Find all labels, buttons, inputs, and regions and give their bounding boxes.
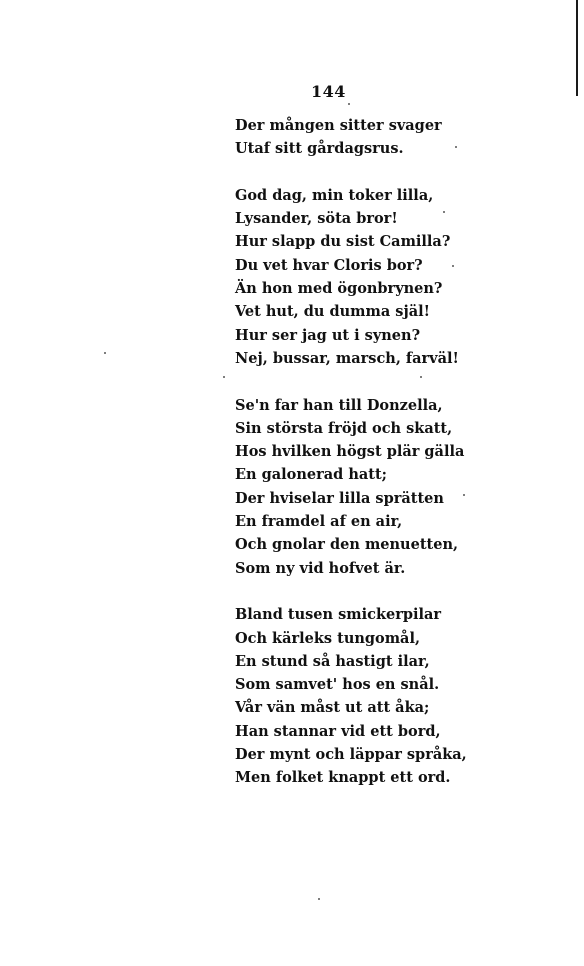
poem-line: Hos hvilken högst plär gälla: [235, 443, 465, 461]
poem-line: Vet hut, du dumma själ!: [235, 303, 430, 321]
poem-line: En stund så hastigt ilar,: [235, 652, 430, 670]
stanza: [235, 184, 535, 370]
scan-speck: [348, 103, 350, 105]
poem-line: Bland tusen smickerpilar: [235, 606, 442, 624]
poem-line: Hur slapp du sist Camilla?: [235, 233, 451, 251]
poem-line: Och gnolar den menuetten,: [235, 536, 459, 554]
stanza: [235, 114, 535, 161]
page-number: 144: [311, 82, 346, 101]
poem-line: Utaf sitt gårdagsrus.: [235, 140, 404, 158]
poem-line: Som ny vid hofvet är.: [235, 559, 406, 577]
poem-line: Der mången sitter svager: [235, 117, 442, 134]
poem-line: Sin största fröjd och skatt,: [235, 419, 453, 437]
poem-line: God dag, min toker lilla,: [235, 186, 434, 204]
poem-line: En framdel af en air,: [235, 513, 403, 531]
page-edge-shadow: [576, 0, 578, 96]
scan-speck: [223, 376, 225, 378]
scan-speck: [420, 376, 422, 378]
poem-line: Nej, bussar, marsch, farväl!: [235, 349, 459, 367]
poem-line: Och kärleks tungomål,: [235, 629, 421, 647]
poem-line: En galonerad hatt;: [235, 466, 388, 484]
poem-line: Lysander, söta bror!: [235, 210, 398, 228]
poem-line: Han stannar vid ett bord,: [235, 722, 441, 740]
stanza: [235, 603, 535, 789]
poem-line: Der hviselar lilla sprätten: [235, 489, 444, 507]
poem-line: Men folket knappt ett ord.: [235, 769, 451, 787]
stanza-break: [235, 580, 535, 603]
poem-line: Som samvet' hos en snål.: [235, 676, 440, 694]
stanza-break: [235, 370, 535, 393]
poem-line: Hur ser jag ut i synen?: [235, 326, 421, 344]
poem-text: [235, 114, 535, 790]
poem-line: Se'n far han till Donzella,: [235, 396, 443, 414]
poem-line: Du vet hvar Cloris bor?: [235, 256, 423, 274]
stanza-break: [235, 161, 535, 184]
scan-speck: [463, 494, 465, 496]
stanza: [235, 394, 535, 580]
scan-speck: [318, 898, 320, 900]
poem-line: Der mynt och läppar språka,: [235, 746, 467, 764]
scan-speck: [455, 146, 457, 148]
poem-line: Vår vän måst ut att åka;: [235, 699, 430, 717]
scan-speck: [452, 265, 454, 267]
poem-line: Än hon med ögonbrynen?: [235, 280, 443, 298]
scan-speck: [443, 211, 445, 213]
scan-speck: [104, 352, 106, 354]
